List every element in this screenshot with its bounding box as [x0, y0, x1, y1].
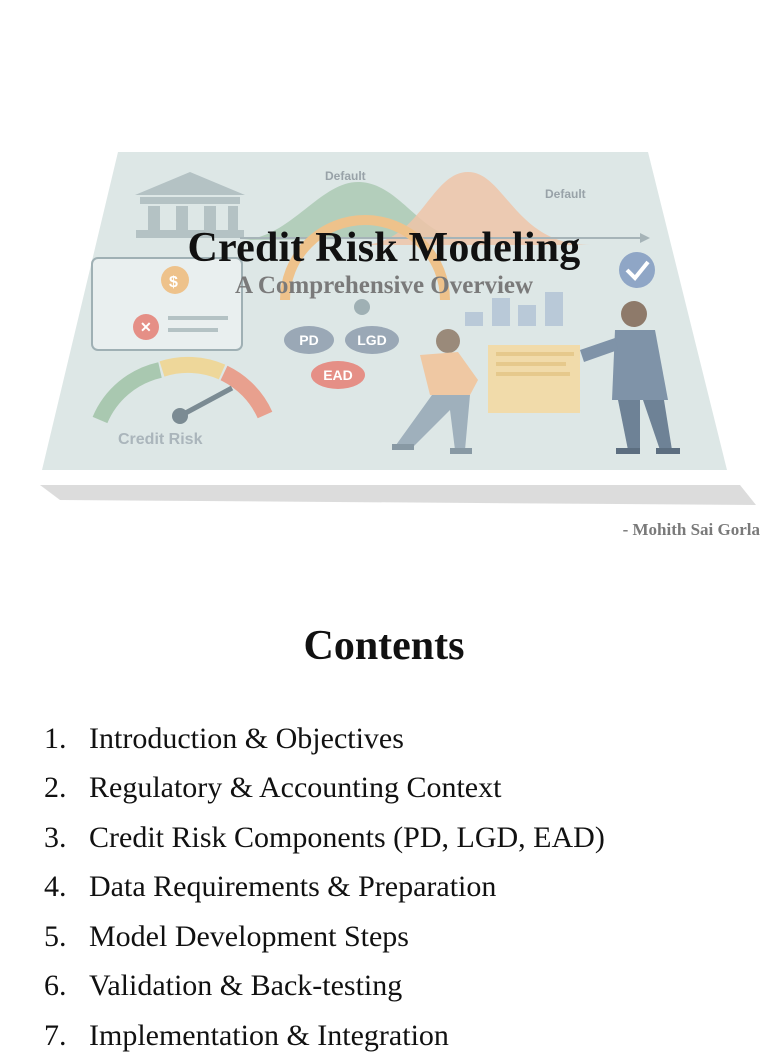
toc-item	[44, 1011, 605, 1061]
toc-item	[44, 962, 605, 1012]
toc-item-number: 4.	[44, 870, 67, 904]
toc-item-label: Validation & Back-testing	[89, 969, 403, 1003]
default-label-1: Default	[325, 169, 366, 183]
toc-item-label: Credit Risk Components (PD, LGD, EAD)	[89, 820, 605, 854]
toc-item-number: 2.	[44, 771, 67, 805]
toc-item	[44, 813, 605, 863]
svg-text:LGD: LGD	[357, 332, 387, 348]
toc-item	[44, 714, 605, 764]
toc-item-label: Implementation & Integration	[89, 1018, 449, 1052]
toc-item	[44, 912, 605, 962]
author-credit: - Mohith Sai Gorla	[622, 520, 760, 539]
toc-item-number: 5.	[44, 919, 67, 953]
svg-text:$: $	[169, 274, 178, 291]
cover-title: Credit Risk Modeling	[187, 225, 581, 271]
svg-text:PD: PD	[299, 332, 319, 348]
toc-item	[44, 764, 605, 814]
pd-pill	[284, 326, 334, 354]
toc-item-label: Data Requirements & Preparation	[89, 870, 497, 904]
svg-text:✕: ✕	[140, 319, 152, 335]
card-shadow	[40, 485, 756, 505]
toc-item	[44, 863, 605, 913]
default-label-2: Default	[545, 187, 586, 201]
credit-risk-label: Credit Risk	[118, 431, 203, 448]
handover-document-icon	[488, 345, 580, 413]
toc-item-number: 1.	[44, 721, 67, 755]
lgd-pill	[345, 326, 399, 354]
toc-item-label: Regulatory & Accounting Context	[89, 771, 502, 805]
svg-text:EAD: EAD	[323, 367, 353, 383]
contents-heading: Contents	[303, 623, 465, 669]
toc-item-label: Introduction & Objectives	[89, 721, 404, 755]
ead-pill	[311, 361, 365, 389]
toc-item-number: 3.	[44, 820, 67, 854]
toc-item-number: 6.	[44, 969, 67, 1003]
table-of-contents	[44, 714, 605, 1061]
toc-item-label: Model Development Steps	[89, 919, 409, 953]
cover-subtitle: A Comprehensive Overview	[234, 272, 534, 299]
toc-item-number: 7.	[44, 1018, 67, 1052]
